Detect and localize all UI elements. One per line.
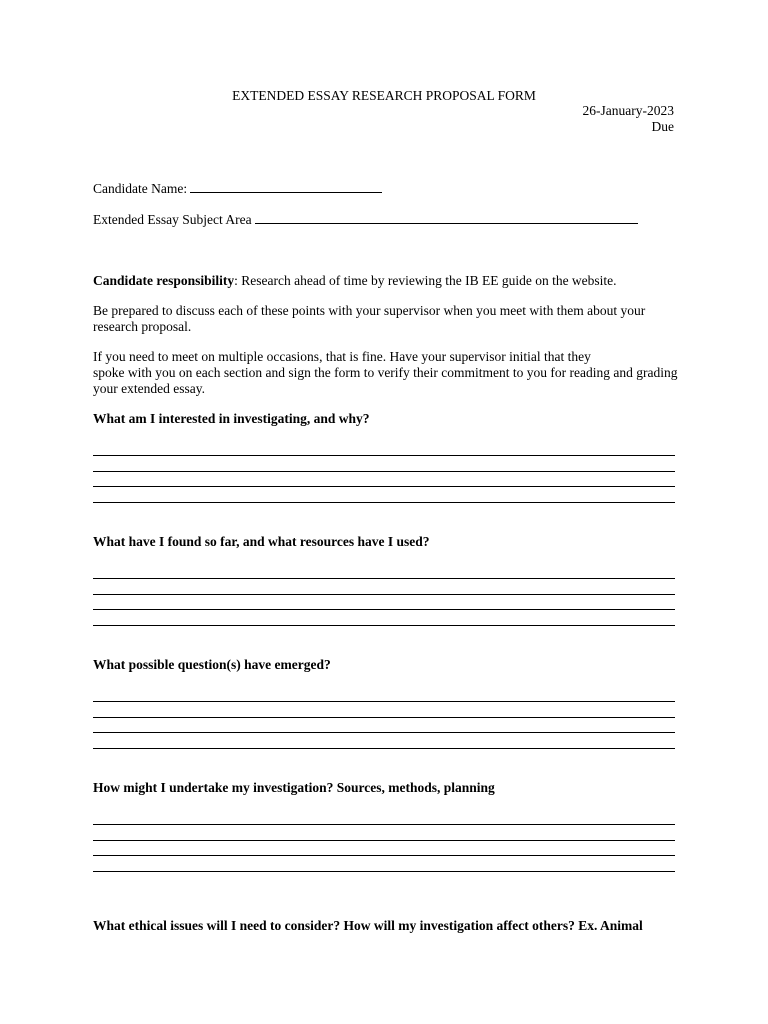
question-ethics: What ethical issues will I need to consider? How will my investigation affect others? Ex. Animal [93, 918, 643, 933]
answer-line[interactable] [93, 717, 675, 718]
answer-line[interactable] [93, 578, 675, 579]
form-title: EXTENDED ESSAY RESEARCH PROPOSAL FORM [232, 88, 536, 103]
question-emerged: What possible question(s) have emerged? [93, 657, 331, 672]
answer-line[interactable] [93, 609, 675, 610]
answer-line[interactable] [93, 824, 675, 825]
candidate-responsibility [93, 273, 617, 289]
answer-line[interactable] [93, 732, 675, 733]
due-label: Due [651, 119, 674, 134]
subject-area-blank[interactable] [255, 211, 638, 224]
multiple-paragraph-line2: spoke with you on each section and sign the form to verify their commitment to you for reading and grading your extended essay. [93, 365, 678, 396]
answer-line[interactable] [93, 840, 675, 841]
question-interest: What am I interested in investigating, and why? [93, 411, 370, 426]
answer-line[interactable] [93, 486, 675, 487]
answer-line[interactable] [93, 594, 675, 595]
question-resources: What have I found so far, and what resources have I used? [93, 534, 430, 549]
candidate-name-label: Candidate Name: [93, 181, 188, 196]
responsibility-label: Candidate responsibility [93, 273, 235, 288]
answer-line[interactable] [93, 855, 675, 856]
subject-area-field [93, 211, 638, 228]
answer-line[interactable] [93, 625, 675, 626]
subject-area-label: Extended Essay Subject Area [93, 212, 252, 227]
answer-line[interactable] [93, 748, 675, 749]
candidate-name-field [93, 180, 382, 197]
answer-line[interactable] [93, 871, 675, 872]
answer-line[interactable] [93, 502, 675, 503]
responsibility-text: : Research ahead of time by reviewing the IB EE guide on the website. [234, 273, 617, 288]
form-date: 26-January-2023 [582, 103, 674, 118]
candidate-name-blank[interactable] [190, 180, 382, 193]
question-methods: How might I undertake my investigation? Sources, methods, planning [93, 780, 495, 795]
answer-line[interactable] [93, 471, 675, 472]
answer-line[interactable] [93, 701, 675, 702]
answer-line[interactable] [93, 455, 675, 456]
multiple-paragraph-line1: If you need to meet on multiple occasions, that is fine. Have your supervisor initial that they [93, 349, 591, 364]
prepare-paragraph: Be prepared to discuss each of these points with your supervisor when you meet with them about your research proposal. [93, 303, 646, 334]
